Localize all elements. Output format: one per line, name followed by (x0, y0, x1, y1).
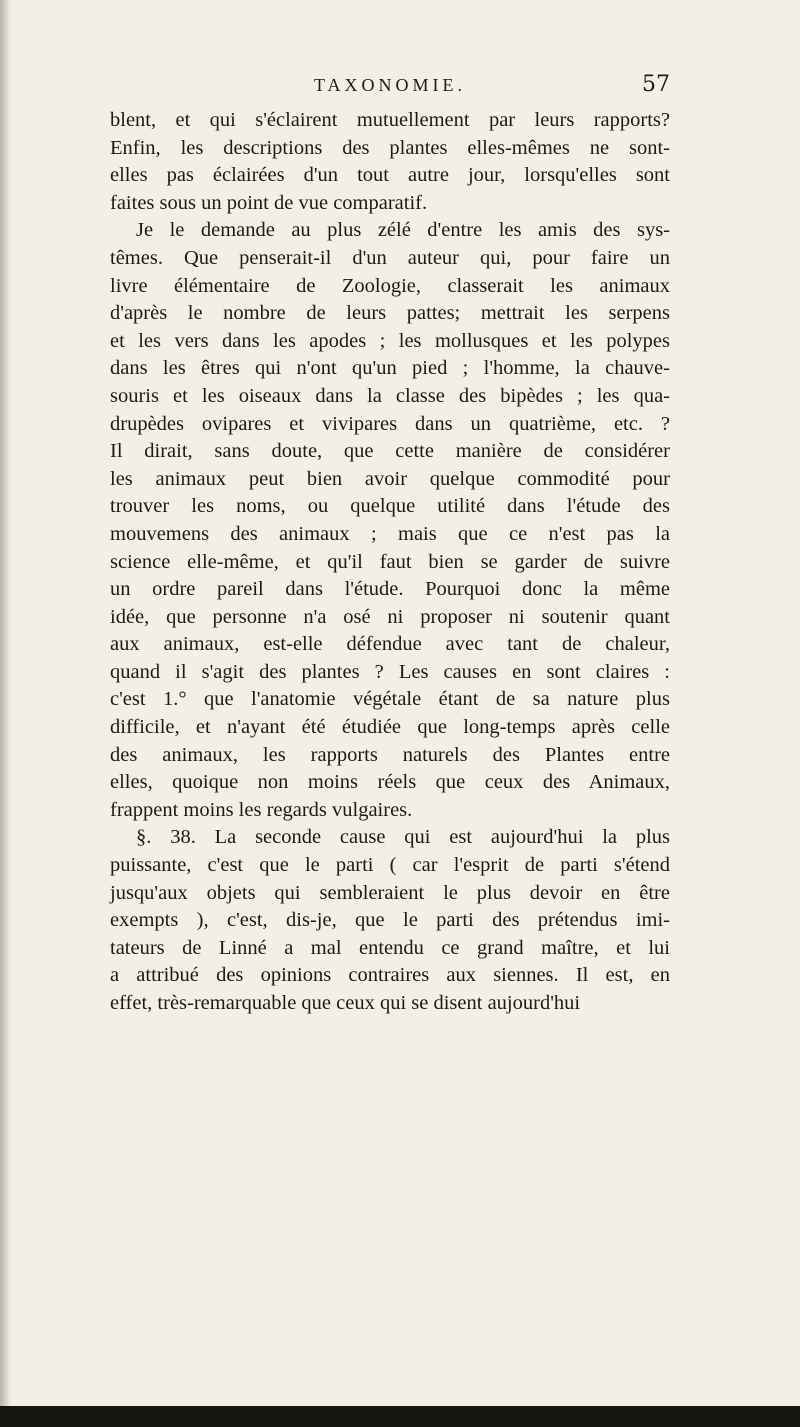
text-line: effet, très-remarquable que ceux qui se disent aujourd'hui (110, 992, 581, 1014)
text-line: c'est 1.° que l'anatomie végétale étant de sa nature plus (110, 688, 670, 711)
text-line: aux animaux, est-elle défendue avec tant de chaleur, (110, 633, 670, 656)
text-line: des animaux, les rapports naturels des Plantes entre (110, 743, 670, 766)
text-line: drupèdes ovipares et vivipares dans un quatrième, etc. ? (110, 412, 670, 435)
text-line: les animaux peut bien avoir quelque commodité pour (110, 467, 670, 490)
text-line: a attribué des opinions contraires aux siennes. Il est, en (110, 964, 670, 987)
text-line: difficile, et n'ayant été étudiée que long-temps après celle (110, 716, 670, 739)
bottom-border (0, 1406, 800, 1427)
text-line: Enfin, les descriptions des plantes elles-mêmes ne sont- (110, 136, 670, 159)
text-line: d'après le nombre de leurs pattes; mettrait les serpens (110, 302, 670, 325)
text-line: frappent moins les regards vulgaires. (110, 798, 413, 821)
text-line: puissante, c'est que le parti ( car l'esprit de parti s'étend (110, 854, 670, 877)
running-head: TAXONOMIE. (313, 75, 467, 95)
body-text (110, 107, 670, 1018)
text-line: idée, que personne n'a osé ni proposer ni soutenir quant (110, 605, 670, 628)
text-line: mouvemens des animaux ; mais que ce n'est pas la (110, 522, 670, 545)
text-line: elles pas éclairées d'un tout autre jour, lorsqu'elles sont (110, 164, 670, 187)
text-line: §. 38. La seconde cause qui est aujourd'hui la plus (136, 826, 670, 849)
page-edge-shadow (0, 0, 12, 1427)
text-line: Il dirait, sans doute, que cette manière de considérer (110, 440, 670, 463)
text-line: tateurs de Linné a mal entendu ce grand maître, et lui (110, 936, 670, 959)
text-line: Je le demande au plus zélé d'entre les amis des sys- (136, 219, 670, 242)
text-line: blent, et qui s'éclairent mutuellement par leurs rapports? (110, 109, 670, 131)
text-line: souris et les oiseaux dans la classe des bipèdes ; les qua- (110, 384, 670, 407)
page-number: 57 (642, 72, 670, 97)
text-line: livre élémentaire de Zoologie, classerait les animaux (110, 274, 670, 297)
page-header (110, 72, 670, 100)
text-line: jusqu'aux objets qui sembleraient le plus devoir en être (110, 881, 670, 904)
text-line: exempts ), c'est, dis-je, que le parti des prétendus imi- (110, 909, 670, 932)
text-line: faites sous un point de vue comparatif. (110, 191, 428, 214)
text-line: science elle-même, et qu'il faut bien se garder de suivre (110, 550, 670, 573)
text-line: têmes. Que penserait-il d'un auteur qui, pour faire un (110, 246, 670, 269)
text-line: quand il s'agit des plantes ? Les causes en sont claires : (110, 660, 670, 683)
text-line: elles, quoique non moins réels que ceux des Animaux, (110, 771, 670, 794)
text-line: trouver les noms, ou quelque utilité dans l'étude des (110, 495, 670, 518)
text-line: un ordre pareil dans l'étude. Pourquoi donc la même (110, 578, 670, 601)
text-line: et les vers dans les apodes ; les mollusques et les polypes (110, 329, 670, 352)
text-line: dans les êtres qui n'ont qu'un pied ; l'homme, la chauve- (110, 357, 670, 380)
